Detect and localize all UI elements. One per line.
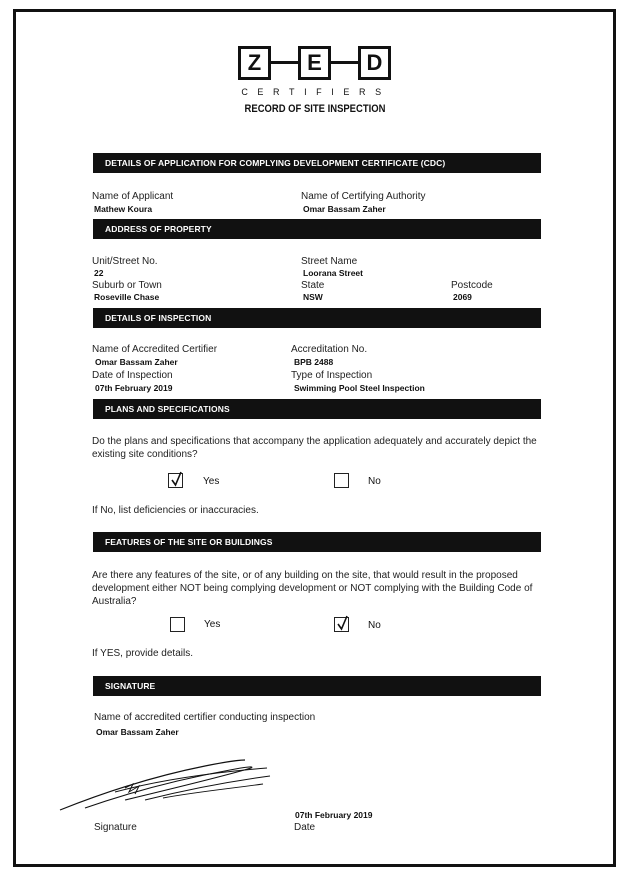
logo-subtitle: CERTIFIERS (241, 87, 391, 97)
certifier-value: Omar Bassam Zaher (95, 357, 178, 367)
logo-connector (271, 61, 298, 64)
plans-question: Do the plans and specifications that accompany the application adequately and accurately depict the existing site conditions? (92, 436, 537, 460)
date-value: 07th February 2019 (95, 383, 173, 393)
section-heading-features: FEATURES OF THE SITE OR BUILDINGS (93, 532, 541, 552)
applicant-value: Mathew Koura (94, 204, 153, 214)
plans-yes-label: Yes (203, 476, 220, 487)
street-value: Loorana Street (303, 268, 363, 278)
postcode-value: 2069 (453, 292, 472, 302)
logo-letter-d: D (358, 46, 391, 80)
state-value: NSW (303, 292, 323, 302)
section-heading-signature: SIGNATURE (93, 676, 541, 696)
suburb-label: Suburb or Town (92, 280, 162, 291)
plans-followup: If No, list deficiencies or inaccuracies. (92, 505, 259, 516)
accreditation-value: BPB 2488 (294, 357, 334, 367)
signature-date-label: Date (294, 822, 316, 833)
signature-certifier-label: Name of accredited certifier conducting inspection (94, 712, 316, 723)
plans-yes-checkbox[interactable] (168, 473, 183, 488)
features-no-label: No (368, 620, 381, 631)
features-followup: If YES, provide details. (92, 648, 193, 659)
suburb-value: Roseville Chase (94, 292, 160, 302)
signature-label: Signature (94, 822, 137, 833)
signature-certifier-value: Omar Bassam Zaher (96, 727, 179, 737)
section-heading-plans: PLANS AND SPECIFICATIONS (93, 399, 541, 419)
applicant-label: Name of Applicant (92, 191, 174, 202)
accreditation-label: Accreditation No. (291, 344, 368, 355)
checkmark-icon (169, 471, 185, 488)
certifier-label: Name of Accredited Certifier (92, 344, 218, 355)
street-label: Street Name (301, 256, 358, 267)
plans-no-label: No (368, 476, 381, 487)
logo-letter-e: E (298, 46, 331, 80)
type-value: Swimming Pool Steel Inspection (294, 383, 425, 393)
zed-logo (238, 46, 392, 82)
plans-no-checkbox[interactable] (334, 473, 349, 488)
document-title: RECORD OF SITE INSPECTION (244, 103, 386, 115)
features-no-checkbox[interactable] (334, 617, 349, 632)
unit-label: Unit/Street No. (92, 256, 158, 267)
state-label: State (301, 280, 325, 291)
handwritten-signature (55, 748, 285, 818)
authority-label: Name of Certifying Authority (301, 191, 426, 202)
features-yes-checkbox[interactable] (170, 617, 185, 632)
date-label: Date of Inspection (92, 370, 173, 381)
postcode-label: Postcode (451, 280, 493, 291)
checkmark-icon (335, 615, 351, 632)
features-question: Are there any features of the site, or of any building on the site, that would result in the proposed development either NOT being complying development or NOT complying with the Building Code of Australia? (92, 570, 533, 607)
section-heading-inspection: DETAILS OF INSPECTION (93, 308, 541, 328)
section-heading-property: ADDRESS OF PROPERTY (93, 219, 541, 239)
signature-date-value: 07th February 2019 (295, 810, 373, 820)
section-heading-application: DETAILS OF APPLICATION FOR COMPLYING DEVELOPMENT CERTIFICATE (CDC) (93, 153, 541, 173)
logo-connector (331, 61, 358, 64)
logo-letter-z: Z (238, 46, 271, 80)
type-label: Type of Inspection (291, 370, 373, 381)
unit-value: 22 (94, 268, 104, 278)
features-yes-label: Yes (204, 619, 221, 630)
authority-value: Omar Bassam Zaher (303, 204, 386, 214)
